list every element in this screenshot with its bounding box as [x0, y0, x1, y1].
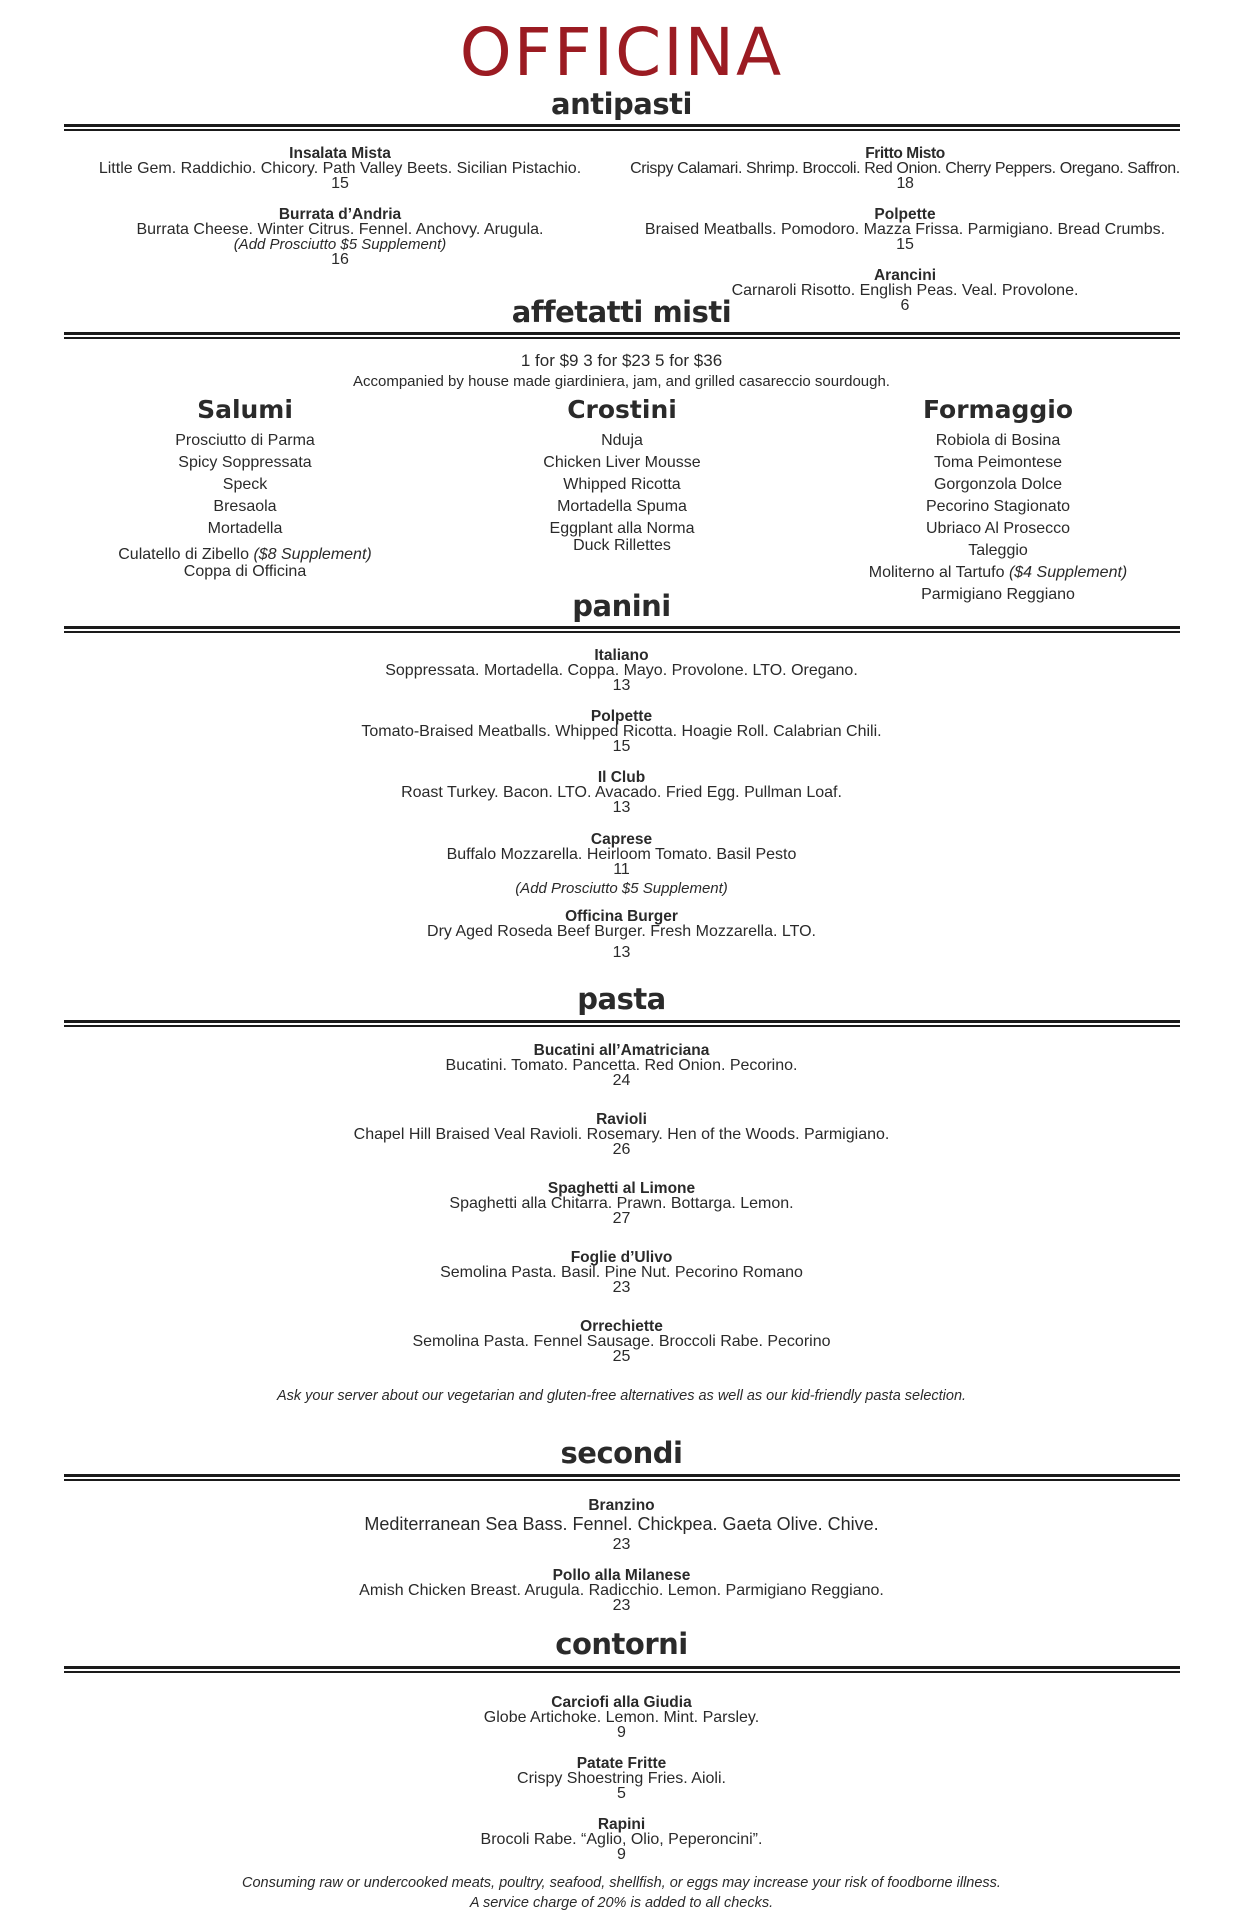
item-description: Globe Artichoke. Lemon. Mint. Parsley.	[483, 1709, 760, 1726]
section-title-panini: panini	[572, 589, 671, 623]
item-price: 6	[900, 297, 910, 314]
item-description: Semolina Pasta. Fennel Sausage. Broccoli Rabe. Pecorino	[412, 1333, 831, 1350]
list-item: Mortadella Spuma	[557, 498, 687, 515]
item-name: Officina Burger	[565, 908, 678, 925]
pasta-note: Ask your server about our vegetarian and gluten-free alternatives as well as our kid-friendly pasta selection.	[276, 1388, 967, 1404]
section-divider	[64, 332, 1180, 339]
list-item: Duck Rillettes	[573, 537, 671, 554]
item-name: Pollo alla Milanese	[552, 1567, 691, 1584]
list-item: Mortadella	[207, 520, 283, 537]
section-title-contorni: contorni	[555, 1627, 688, 1661]
item-name: Polpette	[874, 206, 936, 223]
item-note: (Add Prosciutto $5 Supplement)	[233, 236, 447, 253]
item-name: Il Club	[597, 769, 646, 786]
menu-item	[0, 832, 1243, 896]
crostini-title: Crostini	[567, 395, 677, 424]
menu-item	[0, 1250, 1243, 1295]
item-note: (Add Prosciutto $5 Supplement)	[515, 880, 728, 897]
item-price: 23	[612, 1279, 631, 1296]
item-name: Orrechiette	[580, 1318, 663, 1335]
item-price: 9	[617, 1846, 626, 1863]
menu-item	[70, 146, 610, 191]
item-description: Little Gem. Raddichio. Chicory. Path Valley Beets. Sicilian Pistachio.	[98, 160, 582, 177]
item-description: Carnaroli Risotto. English Peas. Veal. Provolone.	[731, 282, 1079, 299]
section-divider	[64, 626, 1180, 633]
list-item: Whipped Ricotta	[563, 476, 681, 493]
item-name: Bucatini all’Amatriciana	[533, 1042, 710, 1059]
menu-item	[0, 1181, 1243, 1226]
list-item: Gorgonzola Dolce	[933, 476, 1063, 493]
item-name: Insalata Mista	[289, 145, 391, 162]
list-item: Pecorino Stagionato	[925, 498, 1071, 515]
list-item: Speck	[222, 476, 268, 493]
item-description: Burrata Cheese. Winter Citrus. Fennel. Anchovy. Arugula.	[136, 221, 544, 238]
item-description: Mediterranean Sea Bass. Fennel. Chickpea. Gaeta Olive. Chive.	[364, 1514, 879, 1534]
item-name: Ravioli	[596, 1111, 647, 1128]
item-price: 16	[331, 251, 349, 268]
item-price: 23	[612, 1597, 631, 1614]
menu-item	[0, 1043, 1243, 1088]
menu-item	[620, 207, 1190, 252]
list-item: Eggplant alla Norma	[549, 520, 695, 537]
item-name: Moliterno al Tartufo	[868, 564, 1009, 581]
section-title-antipasti: antipasti	[551, 87, 692, 121]
item-name: Burrata d’Andria	[278, 206, 402, 223]
item-price: 24	[612, 1072, 631, 1089]
section-divider	[64, 124, 1180, 131]
menu-item	[0, 1319, 1243, 1364]
menu-item	[620, 146, 1190, 191]
item-name: Patate Fritte	[576, 1755, 667, 1772]
item-description: Soppressata. Mortadella. Coppa. Mayo. Provolone. LTO. Oregano.	[385, 662, 858, 679]
menu-item	[0, 1817, 1243, 1862]
item-price: 15	[896, 236, 914, 253]
list-item	[838, 562, 1158, 584]
item-price: 15	[612, 738, 631, 755]
list-item: Spicy Soppressata	[178, 454, 312, 471]
list-item: Nduja	[601, 432, 643, 449]
list-item: Coppa di Officina	[183, 563, 307, 580]
item-name: Fritto Misto	[865, 145, 945, 162]
item-price: 5	[617, 1785, 626, 1802]
menu-item	[0, 909, 1243, 960]
list-item	[85, 546, 405, 563]
item-name: Carciofi alla Giudia	[551, 1694, 692, 1711]
menu-item	[70, 207, 610, 267]
list-item: Parmigiano Reggiano	[921, 586, 1075, 603]
menu-item	[0, 1112, 1243, 1157]
food-safety-warning: Consuming raw or undercooked meats, poultry, seafood, shellfish, or eggs may increase your risk of foodborne illness.	[242, 1875, 1001, 1891]
list-item: Robiola di Bosina	[935, 432, 1061, 449]
item-price: 27	[612, 1210, 631, 1227]
item-price: 9	[617, 1724, 626, 1741]
item-description: Amish Chicken Breast. Arugula. Radicchio. Lemon. Parmigiano Reggiano.	[359, 1582, 884, 1599]
section-divider	[64, 1020, 1180, 1027]
item-description: Crispy Shoestring Fries. Aioli.	[517, 1770, 726, 1787]
section-divider	[64, 1474, 1180, 1481]
menu-item	[0, 770, 1243, 815]
item-price: 15	[331, 175, 349, 192]
item-price: 11	[613, 861, 630, 878]
restaurant-logo: OFFICINA	[459, 14, 784, 91]
item-name: Rapini	[597, 1816, 646, 1833]
formaggio-title: Formaggio	[922, 395, 1074, 424]
item-description: Semolina Pasta. Basil. Pine Nut. Pecorino Romano	[440, 1264, 803, 1281]
affetatti-pricing: 1 for $9 3 for $23 5 for $36	[520, 351, 723, 370]
menu-item	[0, 1497, 1243, 1554]
service-charge-note: A service charge of 20% is added to all checks.	[469, 1895, 774, 1911]
list-item: Toma Peimontese	[933, 454, 1063, 471]
item-price: 26	[612, 1141, 631, 1158]
item-description: Brocoli Rabe. “Aglio, Olio, Peperoncini”.	[480, 1831, 763, 1848]
item-description: Roast Turkey. Bacon. LTO. Avacado. Fried Egg. Pullman Loaf.	[401, 784, 842, 801]
item-description: Bucatini. Tomato. Pancetta. Red Onion. Pecorino.	[445, 1057, 798, 1074]
item-name: Culatello di Zibello	[118, 546, 254, 563]
list-item: Chicken Liver Mousse	[543, 454, 701, 471]
section-title-affetatti: affetatti misti	[511, 295, 732, 329]
item-name: Caprese	[590, 831, 653, 848]
item-price: 13	[612, 944, 631, 961]
item-price: 18	[896, 175, 914, 192]
menu-item	[0, 1695, 1243, 1740]
item-price: 23	[612, 1536, 631, 1553]
section-divider	[64, 1666, 1180, 1673]
menu-item	[0, 1568, 1243, 1613]
item-name: Polpette	[590, 708, 653, 725]
item-name: Foglie d’Ulivo	[570, 1249, 673, 1266]
item-price: 13	[612, 799, 631, 816]
crostini-list	[462, 430, 782, 552]
item-name: Spaghetti al Limone	[547, 1180, 696, 1197]
menu-item	[0, 648, 1243, 693]
list-item: Taleggio	[968, 542, 1028, 559]
salumi-title: Salumi	[197, 395, 293, 424]
section-title-secondi: secondi	[560, 1436, 683, 1470]
item-supplement: ($8 Supplement)	[253, 546, 372, 563]
item-description: Buffalo Mozzarella. Heirloom Tomato. Basil Pesto	[446, 846, 797, 863]
list-item: Prosciutto di Parma	[175, 432, 315, 449]
menu-item	[0, 1756, 1243, 1801]
item-description: Tomato-Braised Meatballs. Whipped Ricotta. Hoagie Roll. Calabrian Chili.	[361, 723, 882, 740]
item-price: 25	[612, 1348, 631, 1365]
item-name: Branzino	[588, 1497, 655, 1514]
item-price: 13	[612, 677, 631, 694]
item-supplement: ($4 Supplement)	[1008, 564, 1128, 581]
item-name: Arancini	[873, 267, 936, 284]
item-description: Crispy Calamari. Shrimp. Broccoli. Red Onion. Cherry Peppers. Oregano. Saffron.	[630, 160, 1180, 177]
formaggio-list	[838, 430, 1158, 606]
salumi-list	[85, 430, 405, 580]
item-name: Italiano	[594, 647, 649, 664]
item-description: Chapel Hill Braised Veal Ravioli. Rosemary. Hen of the Woods. Parmigiano.	[353, 1126, 890, 1143]
affetatti-accompaniment: Accompanied by house made giardiniera, jam, and grilled casareccio sourdough.	[353, 373, 890, 390]
menu-item	[0, 709, 1243, 754]
item-description: Braised Meatballs. Pomodoro. Mazza Frissa. Parmigiano. Bread Crumbs.	[644, 221, 1166, 238]
list-item: Ubriaco Al Prosecco	[925, 520, 1071, 537]
item-description: Spaghetti alla Chitarra. Prawn. Bottarga. Lemon.	[449, 1195, 794, 1212]
item-description: Dry Aged Roseda Beef Burger. Fresh Mozzarella. LTO.	[427, 923, 816, 940]
list-item: Bresaola	[213, 498, 277, 515]
section-title-pasta: pasta	[577, 982, 666, 1016]
